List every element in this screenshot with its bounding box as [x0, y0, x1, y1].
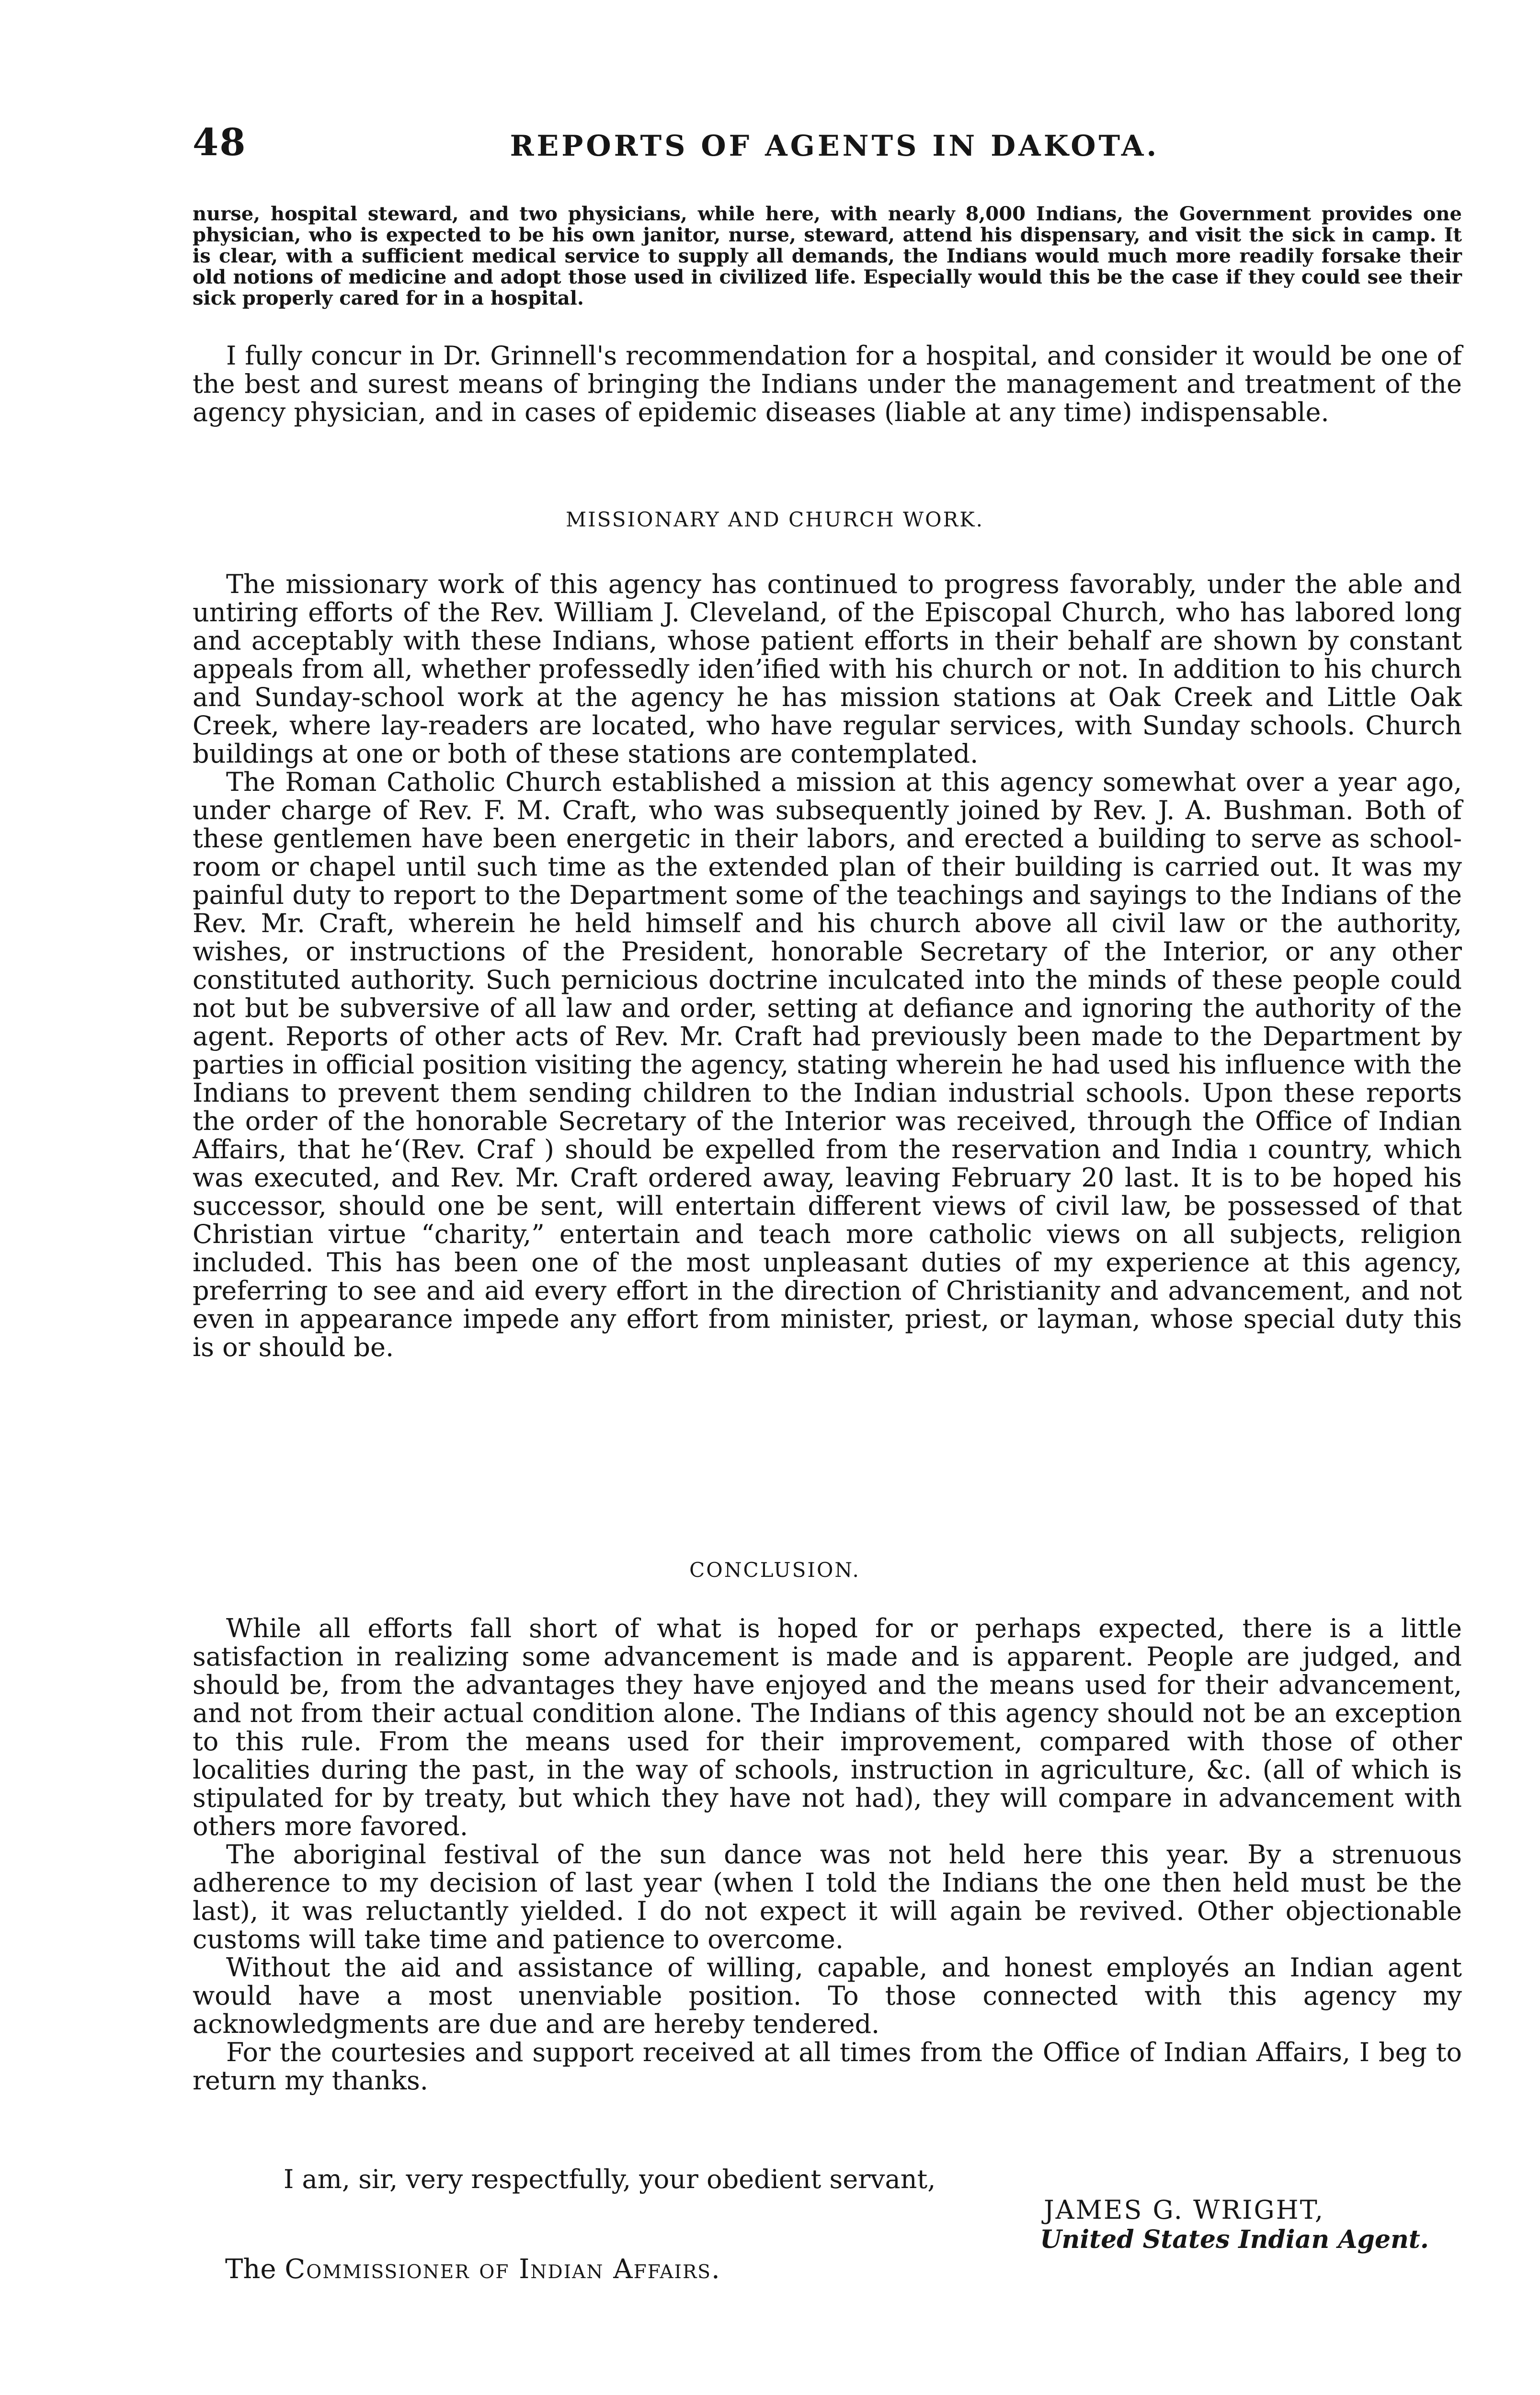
- section-heading-conclusion: CONCLUSION.: [689, 1558, 860, 1582]
- paragraph: Without the aid and assistance of willing, capable, and honest employés an Indian agent would have a most unenviable position. To those connected with this agency my acknowledgments are due and are hereby tendered.: [193, 1952, 1462, 2039]
- hospital-paragraph: [193, 342, 1462, 426]
- continued-paragraph: [193, 204, 1462, 309]
- paragraph: The Roman Catholic Church established a mission at this agency somewhat over a year ago, under charge of Rev. F. M. Craft, who was subsequently joined by Rev. J. A. Bushman. Both of these gentlemen have been energetic in their labors, and erected a building to serve as school-room or chapel until such time as the extended plan of their building is carried out. It was my painful duty to report to the Department some of the teachings and sayings to the Indians of the Rev. Mr. Craft, wherein he held himself and his church above all civil law or the authority, wishes, or instructions of the President, honorable Secretary of the Interior, or any other constituted authority. Such pernicious doctrine inculcated into the minds of these people could not but be subversive of all law and order, setting at defiance and ignoring the authority of the agent. Reports of other acts of Rev. Mr. Craft had previously been made to the Department by parties in official position visiting the agency, stating wherein he had used his influence with the Indians to prevent them sending children to the Indian industrial schools. Upon these reports the order of the honorable Secretary of the Interior was received, through the Office of Indian Affairs, that he‘(Rev. Craf ) should be expelled from the reservation and India ı country, which was executed, and Rev. Mr. Craft ordered away, leaving February 20 last. It is to be hoped his successor, should one be sent, will entertain different views of civil law, be possessed of that Christian virtue “charity,” entertain and teach more catholic views on all subjects, religion included. This has been one of the most unpleasant duties of my experience at this agency, preferring to see and aid every effort in the direction of Christianity and advancement, and not even in appearance impede any effort from minister, priest, or layman, whose special duty this is or should be.: [193, 767, 1462, 1362]
- paragraph: The missionary work of this agency has continued to progress favorably, under the able and untiring efforts of the Rev. William J. Cleveland, of the Episcopal Church, who has labored long and acceptably with these Indians, whose patient efforts in their behalf are shown by constant appeals from all, whether professedly iden’ified with his church or not. In addition to his church and Sunday-school work at the agency he has mission stations at Oak Creek and Little Oak Creek, where lay-readers are located, who have regular services, with Sunday schools. Church buildings at one or both of these stations are contemplated.: [193, 569, 1462, 769]
- addressee-name: Commissioner of Indian Affairs.: [285, 2254, 721, 2285]
- continued-paragraph-text: nurse, hospital steward, and two physicians, while here, with nearly 8,000 Indians, the Government provides one physician, who is expected to be his own janitor, nurse, steward, attend his dispensary, and visit the sick in camp. It is clear, with a sufficient medical service to supply all demands, the Indians would much more readily forsake their old notions of medicine and adopt those used in civilized life. Especially would this be the case if they could see their sick properly cared for in a hospital.: [193, 203, 1462, 309]
- running-title: REPORTS OF AGENTS IN DAKOTA.: [510, 129, 1160, 163]
- paragraph: For the courtesies and support received at all times from the Office of Indian Affairs, I beg to return my thanks.: [193, 2037, 1462, 2096]
- addressee: [225, 2254, 721, 2285]
- section-conclusion-body: [193, 1614, 1462, 2095]
- signature-name: JAMES G. WRIGHT,: [1043, 2195, 1324, 2225]
- valediction-block: [193, 2165, 1462, 2193]
- addressee-prefix: The: [225, 2254, 276, 2285]
- section-heading-missionary: MISSIONARY AND CHURCH WORK.: [566, 508, 984, 531]
- section-missionary-body: [193, 570, 1462, 1361]
- paragraph: While all efforts fall short of what is hoped for or perhaps expected, there is a little satisfaction in realizing some advancement is made and is apparent. People are judged, and should be, from the advantages they have enjoyed and the means used for their advancement, and not from their actual condition alone. The Indians of this agency should not be an exception to this rule. From the means used for their improvement, compared with those of other localities during the past, in the way of schools, instruction in agriculture, &c. (all of which is stipulated for by treaty, but which they have not had), they will compare in advancement with others more favored.: [193, 1613, 1462, 1841]
- paragraph: The aboriginal festival of the sun dance was not held here this year. By a strenuous adherence to my decision of last year (when I told the Indians the one then held must be the last), it was reluctantly yielded. I do not expect it will again be revived. Other objectionable customs will take time and patience to overcome.: [193, 1839, 1462, 1954]
- page-number: 48: [193, 121, 247, 164]
- valediction: I am, sir, very respectfully, your obedient servant,: [284, 2164, 936, 2194]
- signature-title: United States Indian Agent.: [1040, 2225, 1429, 2254]
- hospital-paragraph-text: I fully concur in Dr. Grinnell's recommendation for a hospital, and consider it would be one of the best and surest means of bringing the Indians under the management and treatment of the agency physician, and in cases of epidemic diseases (liable at any time) indispensable.: [193, 341, 1462, 427]
